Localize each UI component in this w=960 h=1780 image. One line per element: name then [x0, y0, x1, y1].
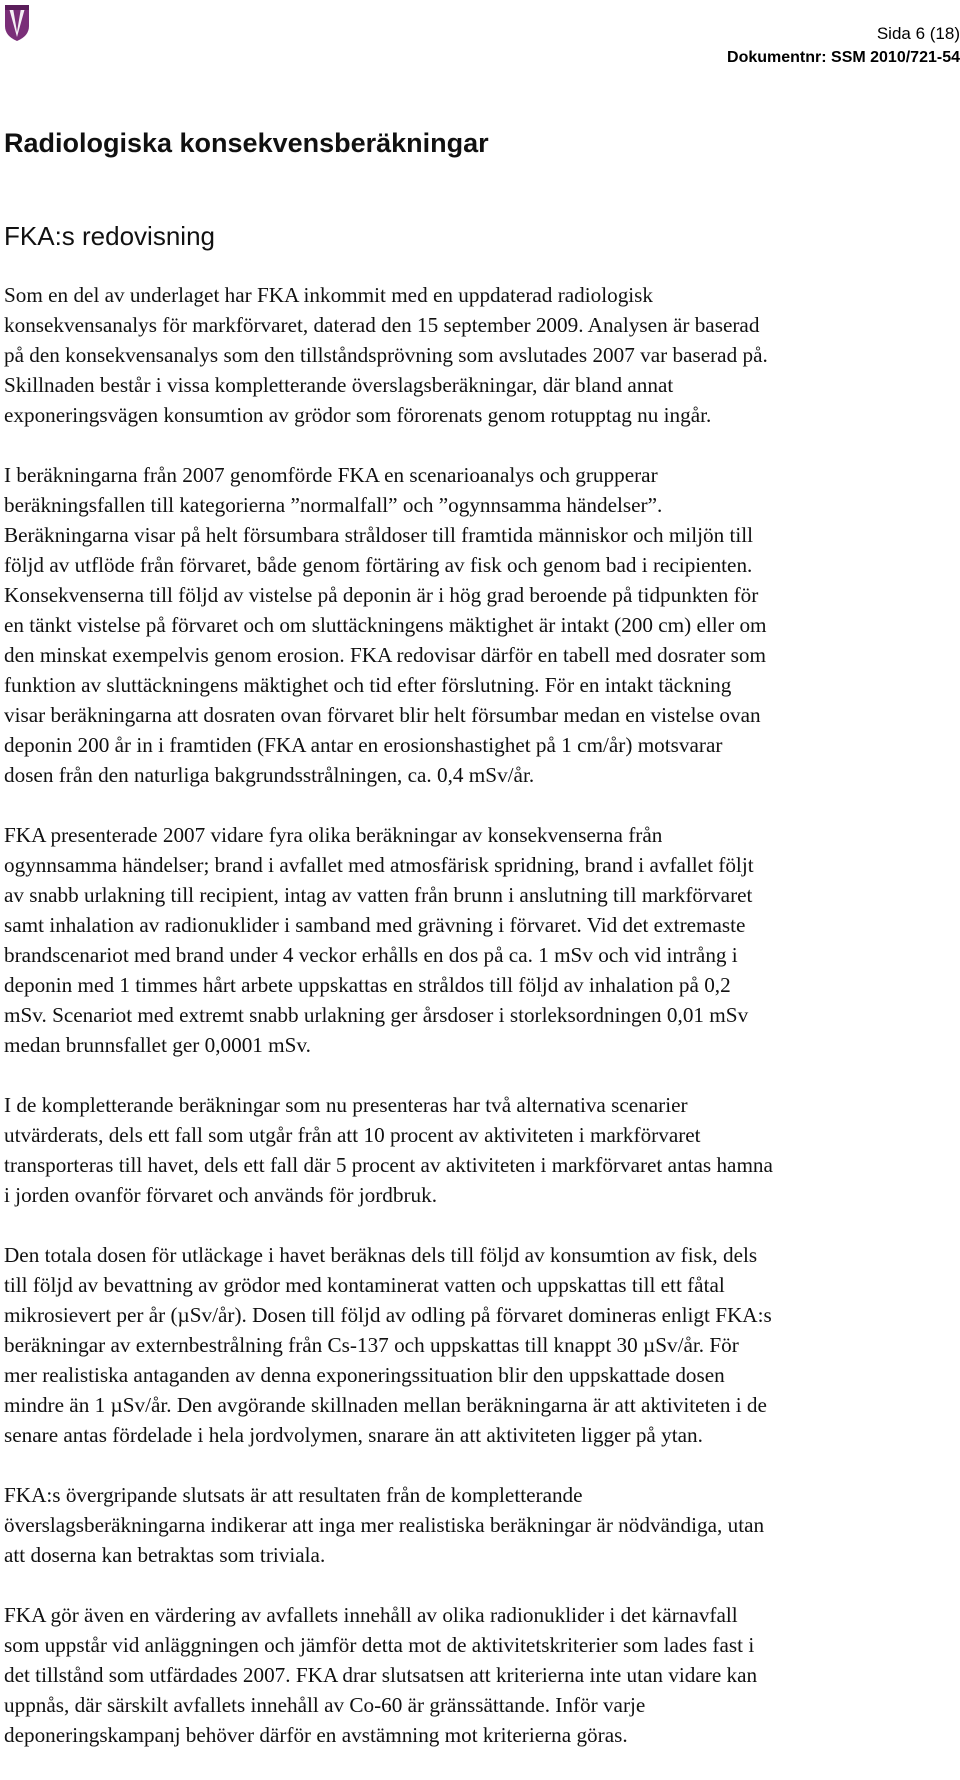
paragraph: [4, 820, 950, 1060]
paragraph-line: I beräkningarna från 2007 genomförde FKA en scenarioanalys och grupperar: [4, 463, 658, 487]
paragraph: [4, 1240, 950, 1450]
paragraph-line: funktion av sluttäckningens mäktighet och tid efter förslutning. För en intakt täckning: [4, 673, 732, 697]
paragraph-line: i jorden ovanför förvaret och används för jordbruk.: [4, 1183, 438, 1207]
paragraph-line: en tänkt vistelse på förvaret och om sluttäckningens mäktighet är intakt (200 cm) eller om: [4, 613, 767, 637]
paragraph-line: senare antas fördelade i hela jordvolymen, snarare än att aktiviteten ligger på ytan.: [4, 1423, 703, 1447]
paragraph-line: på den konsekvensanalys som den tillståndsprövning som avslutades 2007 var baserad på.: [4, 343, 768, 367]
paragraph-line: mindre än 1 µSv/år. Den avgörande skillnaden mellan beräkningarna är att aktiviteten i de: [4, 1393, 767, 1417]
paragraph-line: Beräkningarna visar på helt försumbara stråldoser till framtida människor och miljön till: [4, 523, 754, 547]
paragraph-line: mikrosievert per år (µSv/år). Dosen till följd av odling på förvaret domineras enligt FKA:s: [4, 1303, 772, 1327]
paragraph-line: beräkningsfallen till kategorierna ”normalfall” och ”ogynnsamma händelser”.: [4, 493, 663, 517]
paragraph-line: uppnås, där särskilt avfallets innehåll av Co-60 är gränssättande. Inför varje: [4, 1693, 646, 1717]
paragraph: [4, 1480, 950, 1570]
page-number-label: Sida 6 (18): [876, 24, 960, 43]
paragraph-line: mSv. Scenariot med extremt snabb urlakning ger årsdoser i storleksordningen 0,01 mSv: [4, 1003, 749, 1027]
paragraph-line: Som en del av underlaget har FKA inkommit med en uppdaterad radiologisk: [4, 283, 654, 307]
paragraph-line: följd av utflöde från förvaret, både genom förtäring av fisk och genom bad i recipienten.: [4, 553, 753, 577]
paragraph-line: visar beräkningarna att dosraten ovan förvaret blir helt försumbar medan en vistelse ovan: [4, 703, 761, 727]
paragraph-line: deponin 200 år in i framtiden (FKA antar en erosionshastighet på 1 cm/år) motsvarar: [4, 733, 723, 757]
shield-logo-icon: [4, 4, 30, 42]
paragraph-line: ogynnsamma händelser; brand i avfallet med atmosfärisk spridning, brand i avfallet följt: [4, 853, 754, 877]
subsection-heading: FKA:s redovisning: [4, 221, 215, 251]
paragraph-line: I de kompletterande beräkningar som nu presenteras har två alternativa scenarier: [4, 1093, 688, 1117]
paragraph-line: överslagsberäkningarna indikerar att inga mer realistiska beräkningar är nödvändiga, utan: [4, 1513, 765, 1537]
paragraph-line: det tillstånd som utfärdades 2007. FKA drar slutsatsen att kriterierna inte utan vidare kan: [4, 1663, 758, 1687]
paragraph-line: Skillnaden består i vissa kompletterande överslagsberäkningar, där bland annat: [4, 373, 674, 397]
paragraph-line: konsekvensanalys för markförvaret, daterad den 15 september 2009. Analysen är baserad: [4, 313, 760, 337]
paragraph-line: beräkningar av externbestrålning från Cs-137 och uppskattas till knappt 30 µSv/år. För: [4, 1333, 739, 1357]
paragraph: [4, 460, 950, 790]
document-number: Dokumentnr: SSM 2010/721-54: [727, 49, 960, 66]
paragraph-line: Konsekvenserna till följd av vistelse på deponin är i hög grad beroende på tidpunkten för: [4, 583, 759, 607]
paragraph: [4, 1600, 950, 1750]
paragraph-line: att doserna kan betraktas som triviala.: [4, 1543, 326, 1567]
paragraph-line: FKA gör även en värdering av avfallets innehåll av olika radionuklider i det kärnavfall: [4, 1603, 738, 1627]
section-heading: Radiologiska konsekvensberäkningar: [4, 128, 489, 158]
paragraph-line: Den totala dosen för utläckage i havet beräknas dels till följd av konsumtion av fisk, dels: [4, 1243, 758, 1267]
paragraph-line: mer realistiska antaganden av denna exponeringssituation blir den uppskattade dosen: [4, 1363, 725, 1387]
page-header: [560, 22, 960, 70]
paragraph-line: dosen från den naturliga bakgrundsstrålningen, ca. 0,4 mSv/år.: [4, 763, 535, 787]
paragraph: [4, 1090, 950, 1210]
paragraph-line: exponeringsvägen konsumtion av grödor som förorenats genom rotupptag nu ingår.: [4, 403, 712, 427]
paragraph-line: brandscenariot med brand under 4 veckor erhålls en dos på ca. 1 mSv och vid intrång i: [4, 943, 738, 967]
paragraph-line: transporteras till havet, dels ett fall där 5 procent av aktiviteten i markförvaret antas hamna: [4, 1153, 773, 1177]
body-text: [4, 280, 950, 1780]
paragraph-line: den minskat exempelvis genom erosion. FKA redovisar därför en tabell med dosrater som: [4, 643, 766, 667]
paragraph-line: FKA presenterade 2007 vidare fyra olika beräkningar av konsekvenserna från: [4, 823, 663, 847]
paragraph-line: som uppstår vid anläggningen och jämför detta mot de aktivitetskriterier som lades fast i: [4, 1633, 755, 1657]
paragraph-line: medan brunnsfallet ger 0,0001 mSv.: [4, 1033, 311, 1057]
paragraph-line: till följd av bevattning av grödor med kontaminerat vatten och uppskattas till ett fåtal: [4, 1273, 725, 1297]
paragraph-line: utvärderats, dels ett fall som utgår från att 10 procent av aktiviteten i markförvaret: [4, 1123, 701, 1147]
paragraph-line: av snabb urlakning till recipient, intag av vatten från brunn i anslutning till markförvaret: [4, 883, 753, 907]
paragraph-line: deponin med 1 timmes hårt arbete uppskattas en stråldos till följd av inhalation på 0,2: [4, 973, 731, 997]
paragraph-line: FKA:s övergripande slutsats är att resultaten från de kompletterande: [4, 1483, 583, 1507]
paragraph-line: samt inhalation av radionuklider i samband med grävning i förvaret. Vid det extremaste: [4, 913, 746, 937]
paragraph-line: deponeringskampanj behöver därför en avstämning mot kriterierna göras.: [4, 1723, 628, 1747]
paragraph: [4, 280, 950, 430]
